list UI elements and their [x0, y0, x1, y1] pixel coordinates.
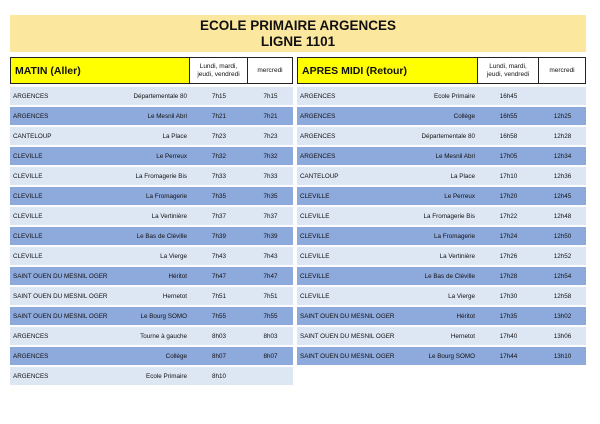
table-row [10, 347, 293, 365]
wednesday-time: 12h52 [553, 252, 572, 260]
stop-city: CANTELOUP [300, 172, 339, 180]
wednesday-time: 12h48 [553, 212, 572, 220]
table-row [297, 147, 586, 165]
weekday-time: 17h22 [499, 212, 518, 220]
line-title: LIGNE 1101 [260, 34, 336, 49]
table-row [10, 367, 293, 385]
stop-city: ARGENCES [13, 112, 49, 120]
wednesday-time: 12h34 [553, 152, 572, 160]
afternoon-title: APRES MIDI (Retour) [297, 57, 478, 84]
stop-name: Ecole Primaire [146, 372, 187, 380]
stop-city: CLEVILLE [300, 192, 330, 200]
stop-name: Départementale 80 [421, 132, 475, 140]
wednesday-time: 12h36 [553, 172, 572, 180]
afternoon-rows [297, 87, 586, 365]
stop-city: ARGENCES [300, 132, 336, 140]
stop-name: Hernetot [450, 332, 475, 340]
stop-name: Hernetot [162, 292, 187, 300]
weekday-time: 17h30 [499, 292, 518, 300]
afternoon-wednesday-column-header: mercredi [539, 57, 586, 84]
stop-name: Collège [453, 112, 475, 120]
table-row [10, 307, 293, 325]
wednesday-time: 7h33 [263, 172, 278, 180]
afternoon-days-column-header: Lundi, mardi, jeudi, vendredi [478, 57, 539, 84]
stop-city: ARGENCES [300, 112, 336, 120]
stop-city: CANTELOUP [13, 132, 52, 140]
stop-city: SAINT OUEN DU MESNIL OGER [300, 332, 395, 340]
stop-city: CLEVILLE [13, 152, 43, 160]
morning-header [10, 57, 293, 84]
stop-name: La Vierge [160, 252, 187, 260]
table-row [10, 127, 293, 145]
weekday-time: 8h10 [211, 372, 226, 380]
stop-city: SAINT OUEN DU MESNIL OGER [300, 312, 395, 320]
wednesday-time: 8h03 [263, 332, 278, 340]
wednesday-time: 7h55 [263, 312, 278, 320]
weekday-time: 16h45 [499, 92, 518, 100]
afternoon-header [297, 57, 586, 84]
stop-name: Tourne à gauche [140, 332, 187, 340]
morning-rows [10, 87, 293, 385]
stop-name: La Place [162, 132, 187, 140]
wednesday-time: 12h28 [553, 132, 572, 140]
stop-city: ARGENCES [13, 352, 49, 360]
stop-name: La Vertinière [151, 212, 187, 220]
stop-city: ARGENCES [13, 92, 49, 100]
stop-city: CLEVILLE [13, 192, 43, 200]
stop-city: ARGENCES [300, 152, 336, 160]
table-row [297, 227, 586, 245]
weekday-time: 17h40 [499, 332, 518, 340]
table-row [297, 287, 586, 305]
weekday-time: 7h33 [211, 172, 226, 180]
stop-city: ARGENCES [300, 92, 336, 100]
morning-days-column-header: Lundi, mardi, jeudi, vendredi [190, 57, 248, 84]
stop-name: Le Mesnil Abri [147, 112, 187, 120]
stop-name: Le Bourg SOMO [140, 312, 187, 320]
table-row [10, 267, 293, 285]
wednesday-time: 7h47 [263, 272, 278, 280]
wednesday-time: 12h45 [553, 192, 572, 200]
table-row [297, 187, 586, 205]
wednesday-time: 12h54 [553, 272, 572, 280]
stop-name: Le Perreux [444, 192, 475, 200]
stop-name: La Place [450, 172, 475, 180]
weekday-time: 16h55 [499, 112, 518, 120]
table-row [10, 207, 293, 225]
weekday-time: 7h37 [211, 212, 226, 220]
morning-title: MATIN (Aller) [10, 57, 190, 84]
stop-name: La Vertinière [439, 252, 475, 260]
table-row [297, 347, 586, 365]
stop-city: SAINT OUEN DU MESNIL OGER [13, 292, 108, 300]
stop-city: CLEVILLE [300, 272, 330, 280]
stop-city: ARGENCES [13, 332, 49, 340]
weekday-time: 7h23 [211, 132, 226, 140]
document-title-banner [10, 15, 586, 52]
wednesday-time: 7h21 [263, 112, 278, 120]
wednesday-time: 7h51 [263, 292, 278, 300]
stop-name: Ecole Primaire [434, 92, 475, 100]
table-row [10, 287, 293, 305]
table-row [297, 127, 586, 145]
stop-name: Le Bourg SOMO [428, 352, 475, 360]
stop-name: La Fromagerie Bis [135, 172, 187, 180]
stop-name: Héritot [456, 312, 475, 320]
weekday-time: 8h03 [211, 332, 226, 340]
table-row [10, 147, 293, 165]
table-row [297, 87, 586, 105]
stop-city: CLEVILLE [13, 172, 43, 180]
weekday-time: 7h51 [211, 292, 226, 300]
wednesday-time: 7h37 [263, 212, 278, 220]
table-row [10, 107, 293, 125]
stop-name: Héritot [168, 272, 187, 280]
wednesday-time: 12h25 [553, 112, 572, 120]
table-row [10, 87, 293, 105]
morning-wednesday-column-header: mercredi [248, 57, 293, 84]
weekday-time: 7h43 [211, 252, 226, 260]
wednesday-time: 12h58 [553, 292, 572, 300]
weekday-time: 16h58 [499, 132, 518, 140]
stop-name: La Fromagerie [434, 232, 475, 240]
table-row [297, 207, 586, 225]
stop-city: SAINT OUEN DU MESNIL OGER [13, 312, 108, 320]
wednesday-time: 7h43 [263, 252, 278, 260]
table-row [297, 327, 586, 345]
stop-city: CLEVILLE [300, 292, 330, 300]
weekday-time: 17h10 [499, 172, 518, 180]
stop-name: Départementale 80 [133, 92, 187, 100]
stop-name: Le Bas de Cléville [136, 232, 187, 240]
stop-name: Le Mesnil Abri [435, 152, 475, 160]
stop-city: CLEVILLE [300, 232, 330, 240]
wednesday-time: 7h39 [263, 232, 278, 240]
table-row [297, 267, 586, 285]
stop-name: Le Bas de Cléville [424, 272, 475, 280]
stop-city: CLEVILLE [13, 252, 43, 260]
weekday-time: 7h39 [211, 232, 226, 240]
stop-city: CLEVILLE [300, 252, 330, 260]
table-row [297, 307, 586, 325]
wednesday-time: 7h15 [263, 92, 278, 100]
stop-name: La Fromagerie [146, 192, 187, 200]
stop-city: SAINT OUEN DU MESNIL OGER [300, 352, 395, 360]
stop-name: Collège [165, 352, 187, 360]
weekday-time: 17h26 [499, 252, 518, 260]
weekday-time: 17h35 [499, 312, 518, 320]
morning-timetable [10, 57, 293, 385]
stop-city: SAINT OUEN DU MESNIL OGER [13, 272, 108, 280]
weekday-time: 17h44 [499, 352, 518, 360]
weekday-time: 7h21 [211, 112, 226, 120]
stop-city: ARGENCES [13, 372, 49, 380]
weekday-time: 7h15 [211, 92, 226, 100]
weekday-time: 7h47 [211, 272, 226, 280]
weekday-time: 7h35 [211, 192, 226, 200]
stop-city: CLEVILLE [13, 232, 43, 240]
wednesday-time: 13h02 [553, 312, 572, 320]
table-row [10, 247, 293, 265]
stop-name: La Fromagerie Bis [423, 212, 475, 220]
table-row [10, 187, 293, 205]
stop-name: La Vierge [448, 292, 475, 300]
wednesday-time: 13h10 [553, 352, 572, 360]
table-row [297, 247, 586, 265]
weekday-time: 7h32 [211, 152, 226, 160]
wednesday-time: 7h32 [263, 152, 278, 160]
wednesday-time: 7h35 [263, 192, 278, 200]
weekday-time: 7h55 [211, 312, 226, 320]
wednesday-time: 7h23 [263, 132, 278, 140]
weekday-time: 17h28 [499, 272, 518, 280]
stop-name: Le Perreux [156, 152, 187, 160]
stop-city: CLEVILLE [13, 212, 43, 220]
stop-city: CLEVILLE [300, 212, 330, 220]
table-row [10, 327, 293, 345]
weekday-time: 8h07 [211, 352, 226, 360]
weekday-time: 17h05 [499, 152, 518, 160]
table-row [297, 107, 586, 125]
table-row [10, 227, 293, 245]
school-title: ECOLE PRIMAIRE ARGENCES [199, 18, 397, 33]
wednesday-time: 12h50 [553, 232, 572, 240]
table-row [10, 167, 293, 185]
wednesday-time: 8h07 [263, 352, 278, 360]
afternoon-timetable [297, 57, 586, 365]
wednesday-time: 13h06 [553, 332, 572, 340]
table-row [297, 167, 586, 185]
weekday-time: 17h24 [499, 232, 518, 240]
weekday-time: 17h20 [499, 192, 518, 200]
